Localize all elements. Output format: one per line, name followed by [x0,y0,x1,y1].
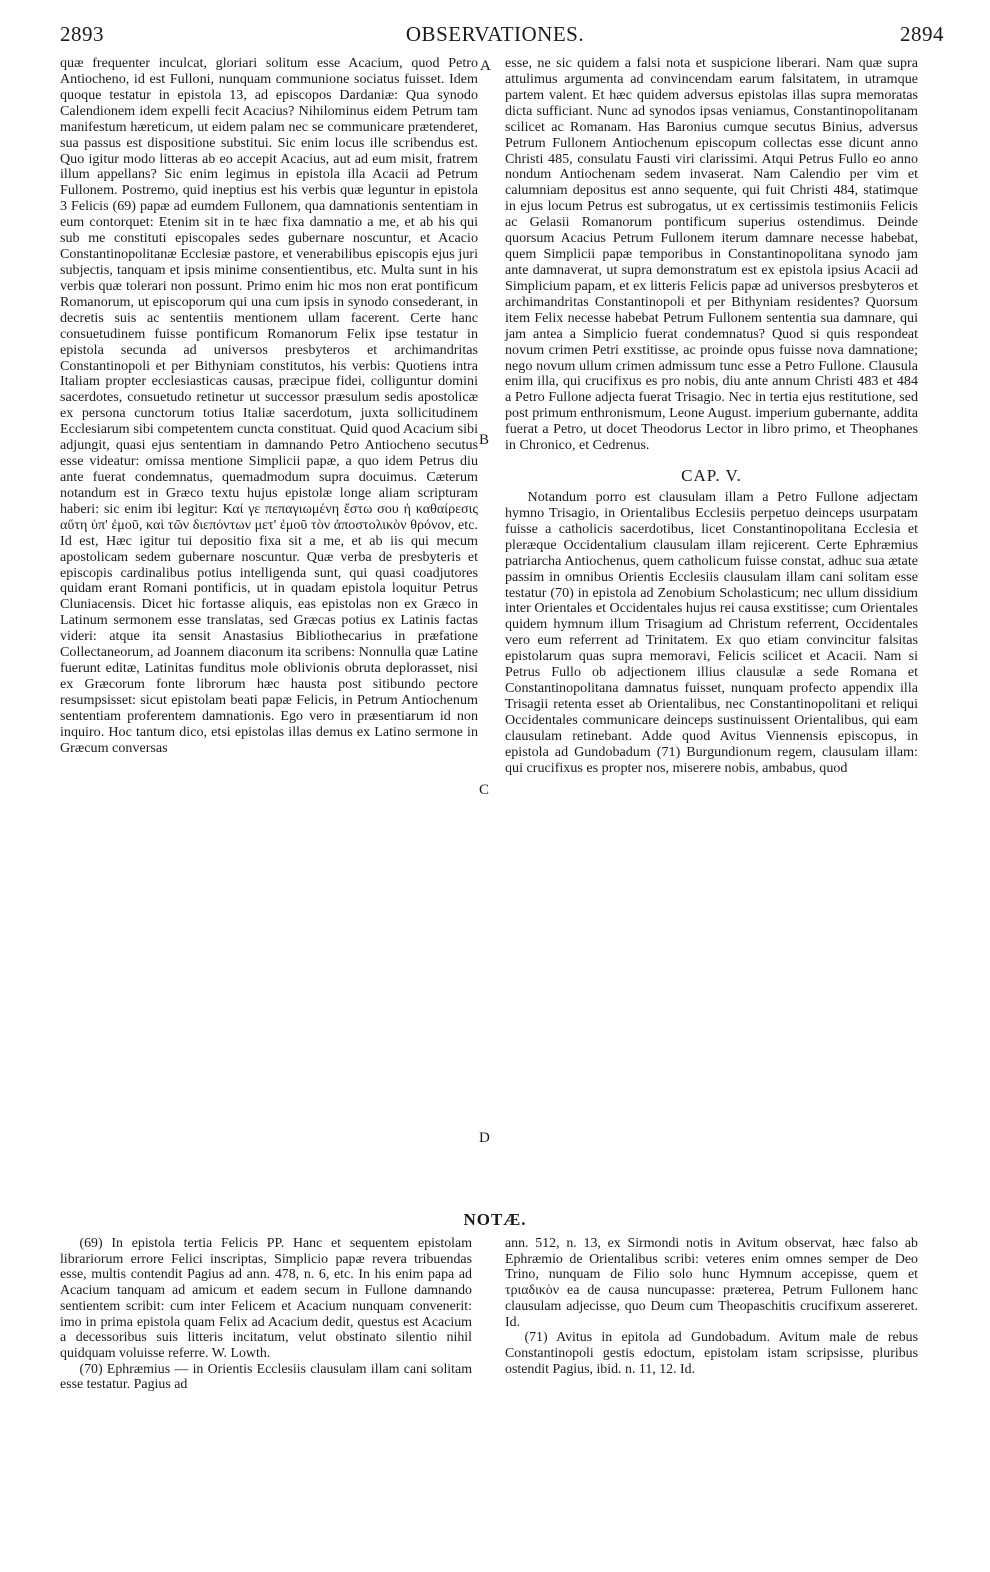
note-70-continued: ann. 512, n. 13, ex Sirmondi notis in Avitum observat, hæc falso ab Ephræmio de Orientalibus scribi: veteres enim omnes semper de Deo Trino, nunquam de Filio solo hunc Hymnum accepisse, quem et τριαδικὸν ea de causa nuncupasse: præterea, Petrum Fullonem hanc clausulam adjecisse, quo Deum cum Theopaschitis crucifixum assereret. Id. [505,1236,918,1330]
margin-marker-d: D [479,1130,490,1146]
page-number-left: 2893 [60,22,104,46]
notes-left-column [60,1236,472,1393]
notes-heading: NOTÆ. [463,1210,527,1229]
margin-marker-a: A [480,58,491,74]
chapter-text: Notandum porro est clausulam illam a Petro Fullone adjectam hymno Trisagio, in Orientalibus Ecclesiis perpetuo deinceps usurpatam fuisse a catholicis sacerdotibus, licet Constantinopolitana Ecclesia et pleræque Occidentalium clausulam illam rejicerent. Certe Ephræmius patriarcha Antiochenus, quem catholicum fuisse constat, adhuc sua ætate passim in omnibus Orientis Ecclesiis clausulam illam cani solitam esse testatur (70) in epistola ad Zenobium Scholasticum; nec ullum dissidium inter Orientales et Occidentales hujus rei causa exstitisse; cum Orientales quidem hymnum illum Trisagium ad Christum referrent, Occidentales vero eum referrent ad Trinitatem. Ex quo etiam convincitur falsitas epistolarum quas supra memoravi, Felicis scilicet et Acacii. Nam si Petrus Fullo ob adjectionem illius clausulæ a sede Romana et Constantinopolitana damnatus fuisset, nunquam profecto appendix illa Trisagii retenta esset ab Orientalibus, nec Constantinopolitani et reliqui Occidentales communicare deinceps sustinuissent Orientalibus, qui eam clausulam retinebant. Adde quod Avitus Viennensis episcopus, in epistola ad Gundobadum (71) Burgundionum regem, clausulam illam: qui crucifixus es propter nos, miserere nobis, ambabus, quod [505,488,918,776]
right-column [505,56,918,777]
right-column-text: esse, ne sic quidem a falsi nota et suspicione liberari. Nam quæ supra attulimus argumenta ad convincendam earum falsitatem, in utramque partem valent. Et hæc quidem adversus epistolas illas supra memoratas dicta sufficiant. Nunc ad synodos ipsas veniamus, Constantinopolitanam scilicet ac Romanam. Has Baronius cumque secutus Binius, adversus Petrum Fullonem Antiochenum episcopum collectas esse dicunt anno Christi 485, consulatu Fausti viri clarissimi. Atqui Petrus Fullo eo anno nondum Antiochenam sedem invaserat. Nam Calendio per vim et calumniam depositus est anno sequente, qui fuit Christi 484, statimque in ejus locum Petrus est subrogatus, ut ex certissimis testimoniis Felicis ac Gelasii Romanorum pontificum superius ostendimus. Deinde quorsum Acacius Petrum Fullonem iterum damnare necesse habebat, quem Simplicii papæ temporibus in Constantinopolitana synodo jam ante damnaverat, ut supra demonstratum est ex epistola ipsius Acacii ad Simplicium papam, et ex litteris Felicis papæ ad universos presbyteros et archimandritas Constantinopoli et per Bithyniam residentes? Quorsum item Felix necesse habebat Petrum Fullonem sententia sua damnare, qui jam antea a Simplicio fuerat condemnatus? Quod si quis respondeat novum crimen Petri exstitisse, ac proinde opus fuisse nova damnatione; nego novum ullum crimen admissum tunc esse a Petro Fullone. Clausula enim illa, qui crucifixus es pro nobis, diu ante annum Christi 483 et 484 a Petro Fullone adjecta fuerat Trisagio. Nec in tertia ejus restitutione, sed post primum enthronismum, Leone August. imperium gubernante, addita fuerat a Petro, ut docet Theodorus Lector in libro primo, et Theophanes in Chronico, et Cedrenus. [505,55,918,454]
page-number-right: 2894 [900,22,944,46]
chapter-heading: CAP. V. [681,466,742,486]
margin-marker-b: B [479,432,490,448]
note-70: (70) Ephræmius — in Orientis Ecclesiis clausulam illam cani solitam esse testatur. Pagius ad [60,1361,472,1393]
running-title: OBSERVATIONES. [405,22,585,46]
left-column [60,56,478,757]
note-69: (69) In epistola tertia Felicis PP. Hanc et sequentem epistolam librariorum errore Felici inscriptas, Simplicio papæ revera tribuendas esse, multis contendit Pagius ad ann. 478, n. 6, etc. In his enim papa ad Acacium tanquam ad amicum et eadem secum in Fullone damnando sentientem scribit: cum inter Felicem et Acacium nunquam convenerit: imo in prima epistola quam Felix ad Acacium dedit, questus est Acacium a decessoribus suis litteris incitatum, velut obstinato silentio nihil quidquam voluisse referre. W. Lowth. [60,1236,472,1361]
margin-marker-c: C [479,782,490,798]
note-71: (71) Avitus in epitola ad Gundobadum. Avitum male de rebus Constantinopoli gestis edoctum, epistolam istam scripsisse, pluribus ostendit Pagius, ibid. n. 11, 12. Id. [505,1330,918,1377]
notes-right-column [505,1236,918,1377]
left-column-text: quæ frequenter inculcat, gloriari solitum esse Acacium, quod Petro Antiocheno, id est Fulloni, nunquam communione sociatus fuisset. Idem quoque testatur in epistola 13, ad episcopos Dardaniæ: Qua synodo Calendionem idem expelli fecit Acacius? Nihilominus eidem Petrum tam manifestum hæreticum, ut eidem palam nec se communicare prætenderet, sua passus est dispositione substitui. Sic enim locus ille scribendus est. Quo igitur modo litteras ab eo accepit Acacius, aut ad eum misit, fratrem illum appellans? Sic enim legimus in epistola illa Acacii ad Petrum Fullonem. Postremo, quid ineptius est his verbis quæ leguntur in epistola 3 Felicis (69) papæ ad eumdem Fullonem, qua damnationis sententiam in eum contorquet: Etenim sit in te hæc fixa damnatio a me, et ab his qui sub me constituti episcopales sedes gubernare noscuntur, et Acacio Constantinopolitanæ Ecclesiæ pastore, et venerabilibus episcopis ejus juri subjectis, tanquam et ipsis minime consentientibus, etc. Multa sunt in his verbis quæ tolerari non possunt. Primo enim hic mos non erat pontificum Romanorum, ut episcoporum qui una cum ipsis in synodo consederant, in decretis suis ac sententiis mentionem ullam facerent. Certe hanc consuetudinem fuisse pontificum Romanorum Felix ipse testatur in epistola secunda ad universos presbyteros et archimandritas Constantinopoli et per Bithyniam constitutos, his verbis: Quotiens intra Italiam propter ecclesiasticas causas, præcipue fidei, colliguntur domini sacerdotes, consuetudo retinetur ut successor præsulum sedis apostolicæ ex persona cunctorum totius Italiæ sacerdotum, juxta sollicitudinem Ecclesiarum sibi competentem cuncta constituat. Quid quod Acacium sibi adjungit, quasi ejus sententiam in damnando Petro Antiocheno secutus esse videatur: omissa mentione Simplicii papæ, a quo idem Petrus diu ante fuerat condemnatus, quemadmodum supra docuimus. Cæterum notandum est in Græco textu hujus epistolæ longe aliam scripturam haberi: sic enim ibi legitur: Καί γε πεπαγιωμένη ἔστω σου ἡ καθαίρεσις αὕτη ὑπ' ἐμοῦ, καὶ τῶν διεπόντων μετ' ἐμοῦ τὸν ἀποστολικὸν θρόνον, etc. Id est, Hæc igitur tui depositio fixa sit a me, et ab iis qui mecum apostolicam sedem gubernare noscuntur. Quæ verba de presbyteris et episcopis cardinalibus potius intelligenda sunt, qui quasi coadjutores quidam erant Romani pontificis, ut in quadam epistola loquitur Petrus Cluniacensis. Dicet hic fortasse aliquis, eas epistolas non ex Græco in Latinum sermonem esse translatas, sed Græcas potius ex Latinis factas videri: atque ita sensit Anastasius Bibliothecarius in præfatione Collectaneorum, ad Joannem diaconum ita scribens: Nonnulla quæ Latine fuerunt editæ, Latinitas funditus mole oblivionis obruta deplorasset, nisi ex Græcorum fonte librorum hæc hausta post sitibundo pectore resumpsisset: sicut epistolam beati papæ Felicis, in Petrum Antiochenum sententiam proferentem damnationis. Ego vero in præsentiarum id non inquiro. Hoc tantum dico, etsi epistolas illas demus ex Latino sermone in Græcum conversas [60,55,478,756]
